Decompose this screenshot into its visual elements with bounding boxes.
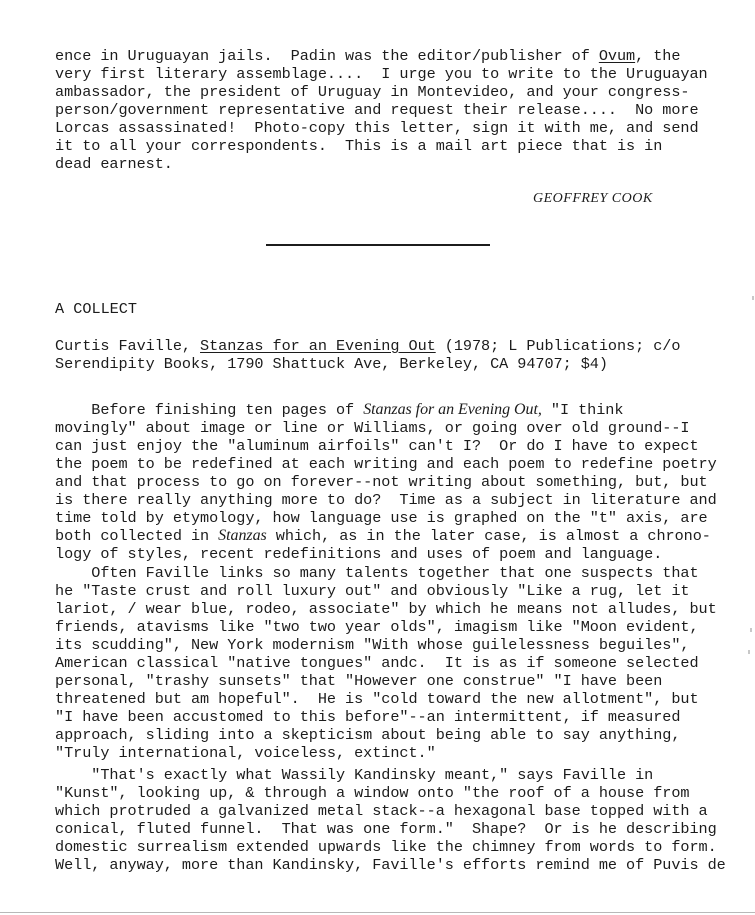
section-heading: A COLLECT — [55, 300, 138, 318]
text-line: its scudding", New York modernism "With whose guilelessness beguiles", — [55, 636, 690, 654]
text-line — [55, 47, 735, 65]
text-run: both collected in — [55, 527, 219, 545]
text-line: conical, fluted funnel. That was one form." Shape? Or is he describing — [55, 820, 717, 838]
book-title: Stanzas for an Evening Out, — [363, 401, 542, 418]
text-run: "I think — [541, 401, 624, 419]
text-run: ence in Uruguayan jails. Padin was the editor/publisher of — [55, 47, 599, 65]
text-line: person/government representative and request their release.... No more — [55, 101, 699, 119]
citation-author: Curtis Faville, — [55, 337, 201, 355]
book-title: Stanzas — [218, 527, 267, 544]
text-line: Often Faville links so many talents together that one suspects that — [55, 564, 699, 582]
citation-line — [55, 337, 735, 355]
text-line: is there really anything more to do? Time as a subject in literature and — [55, 491, 717, 509]
page-bottom-edge — [0, 912, 755, 913]
text-line: "Kunst", looking up, & through a window onto "the roof of a house from — [55, 784, 690, 802]
text-run: Before finishing ten pages of — [55, 401, 364, 419]
text-line: logy of styles, recent redefinitions and uses of poem and language. — [55, 545, 663, 563]
citation-details: (1978; L Publications; c/o — [435, 337, 681, 355]
text-line: ambassador, the president of Uruguay in Montevideo, and your congress- — [55, 83, 690, 101]
text-line: the poem to be redefined at each writing and each poem to redefine poetry — [55, 455, 717, 473]
book-title: Stanzas for an Evening Out — [200, 337, 436, 355]
text-line: threatened but am hopeful". He is "cold toward the new allotment", but — [55, 690, 699, 708]
text-line: movingly" about image or line or Williams, or going over old ground--I — [55, 419, 690, 437]
scan-artifact — [750, 628, 752, 632]
text-line: American classical "native tongues" andc. It is as if someone selected — [55, 654, 699, 672]
text-line: domestic surrealism extended upwards like the chimney from words to form. — [55, 838, 717, 856]
text-line: time told by etymology, how language use is graphed on the "t" axis, are — [55, 509, 708, 527]
text-line: Lorcas assassinated! Photo-copy this letter, sign it with me, and send — [55, 119, 699, 137]
text-line: approach, sliding into a skepticism about being able to say anything, — [55, 726, 681, 744]
author-signature: GEOFFREY COOK — [533, 191, 653, 206]
scan-artifact — [752, 296, 754, 300]
text-run: which, as in the later case, is almost a chrono- — [266, 527, 711, 545]
text-line: he "Taste crust and roll luxury out" and obviously "Like a rug, let it — [55, 582, 690, 600]
text-line: which protruded a galvanized metal stack--a hexagonal base topped with a — [55, 802, 708, 820]
text-line: dead earnest. — [55, 155, 173, 173]
text-line: friends, atavisms like "two two year olds", imagism like "Moon evident, — [55, 618, 699, 636]
scan-artifact — [748, 650, 750, 654]
text-line: lariot, / wear blue, rodeo, associate" by which he means not alludes, but — [55, 600, 717, 618]
magazine-title: Ovum — [598, 47, 636, 65]
text-line — [55, 401, 735, 419]
citation-line: Serendipity Books, 1790 Shattuck Ave, Berkeley, CA 94707; $4) — [55, 355, 608, 373]
text-line: "I have been accustomed to this before"--an intermittent, if measured — [55, 708, 681, 726]
text-line: it to all your correspondents. This is a mail art piece that is in — [55, 137, 663, 155]
text-line: can just enjoy the "aluminum airfoils" can't I? Or do I have to expect — [55, 437, 699, 455]
text-line: "Truly international, voiceless, extinct." — [55, 744, 436, 762]
text-line — [55, 527, 735, 545]
section-divider — [266, 244, 490, 246]
text-line: and that process to go on forever--not writing about something, but, but — [55, 473, 708, 491]
text-line: personal, "trashy sunsets" that "However one construe" "I have been — [55, 672, 663, 690]
text-line: "That's exactly what Wassily Kandinsky meant," says Faville in — [55, 766, 654, 784]
text-run: , the — [635, 47, 681, 65]
text-line: Well, anyway, more than Kandinsky, Faville's efforts remind me of Puvis de — [55, 856, 726, 874]
text-line: very first literary assemblage.... I urge you to write to the Uruguayan — [55, 65, 708, 83]
